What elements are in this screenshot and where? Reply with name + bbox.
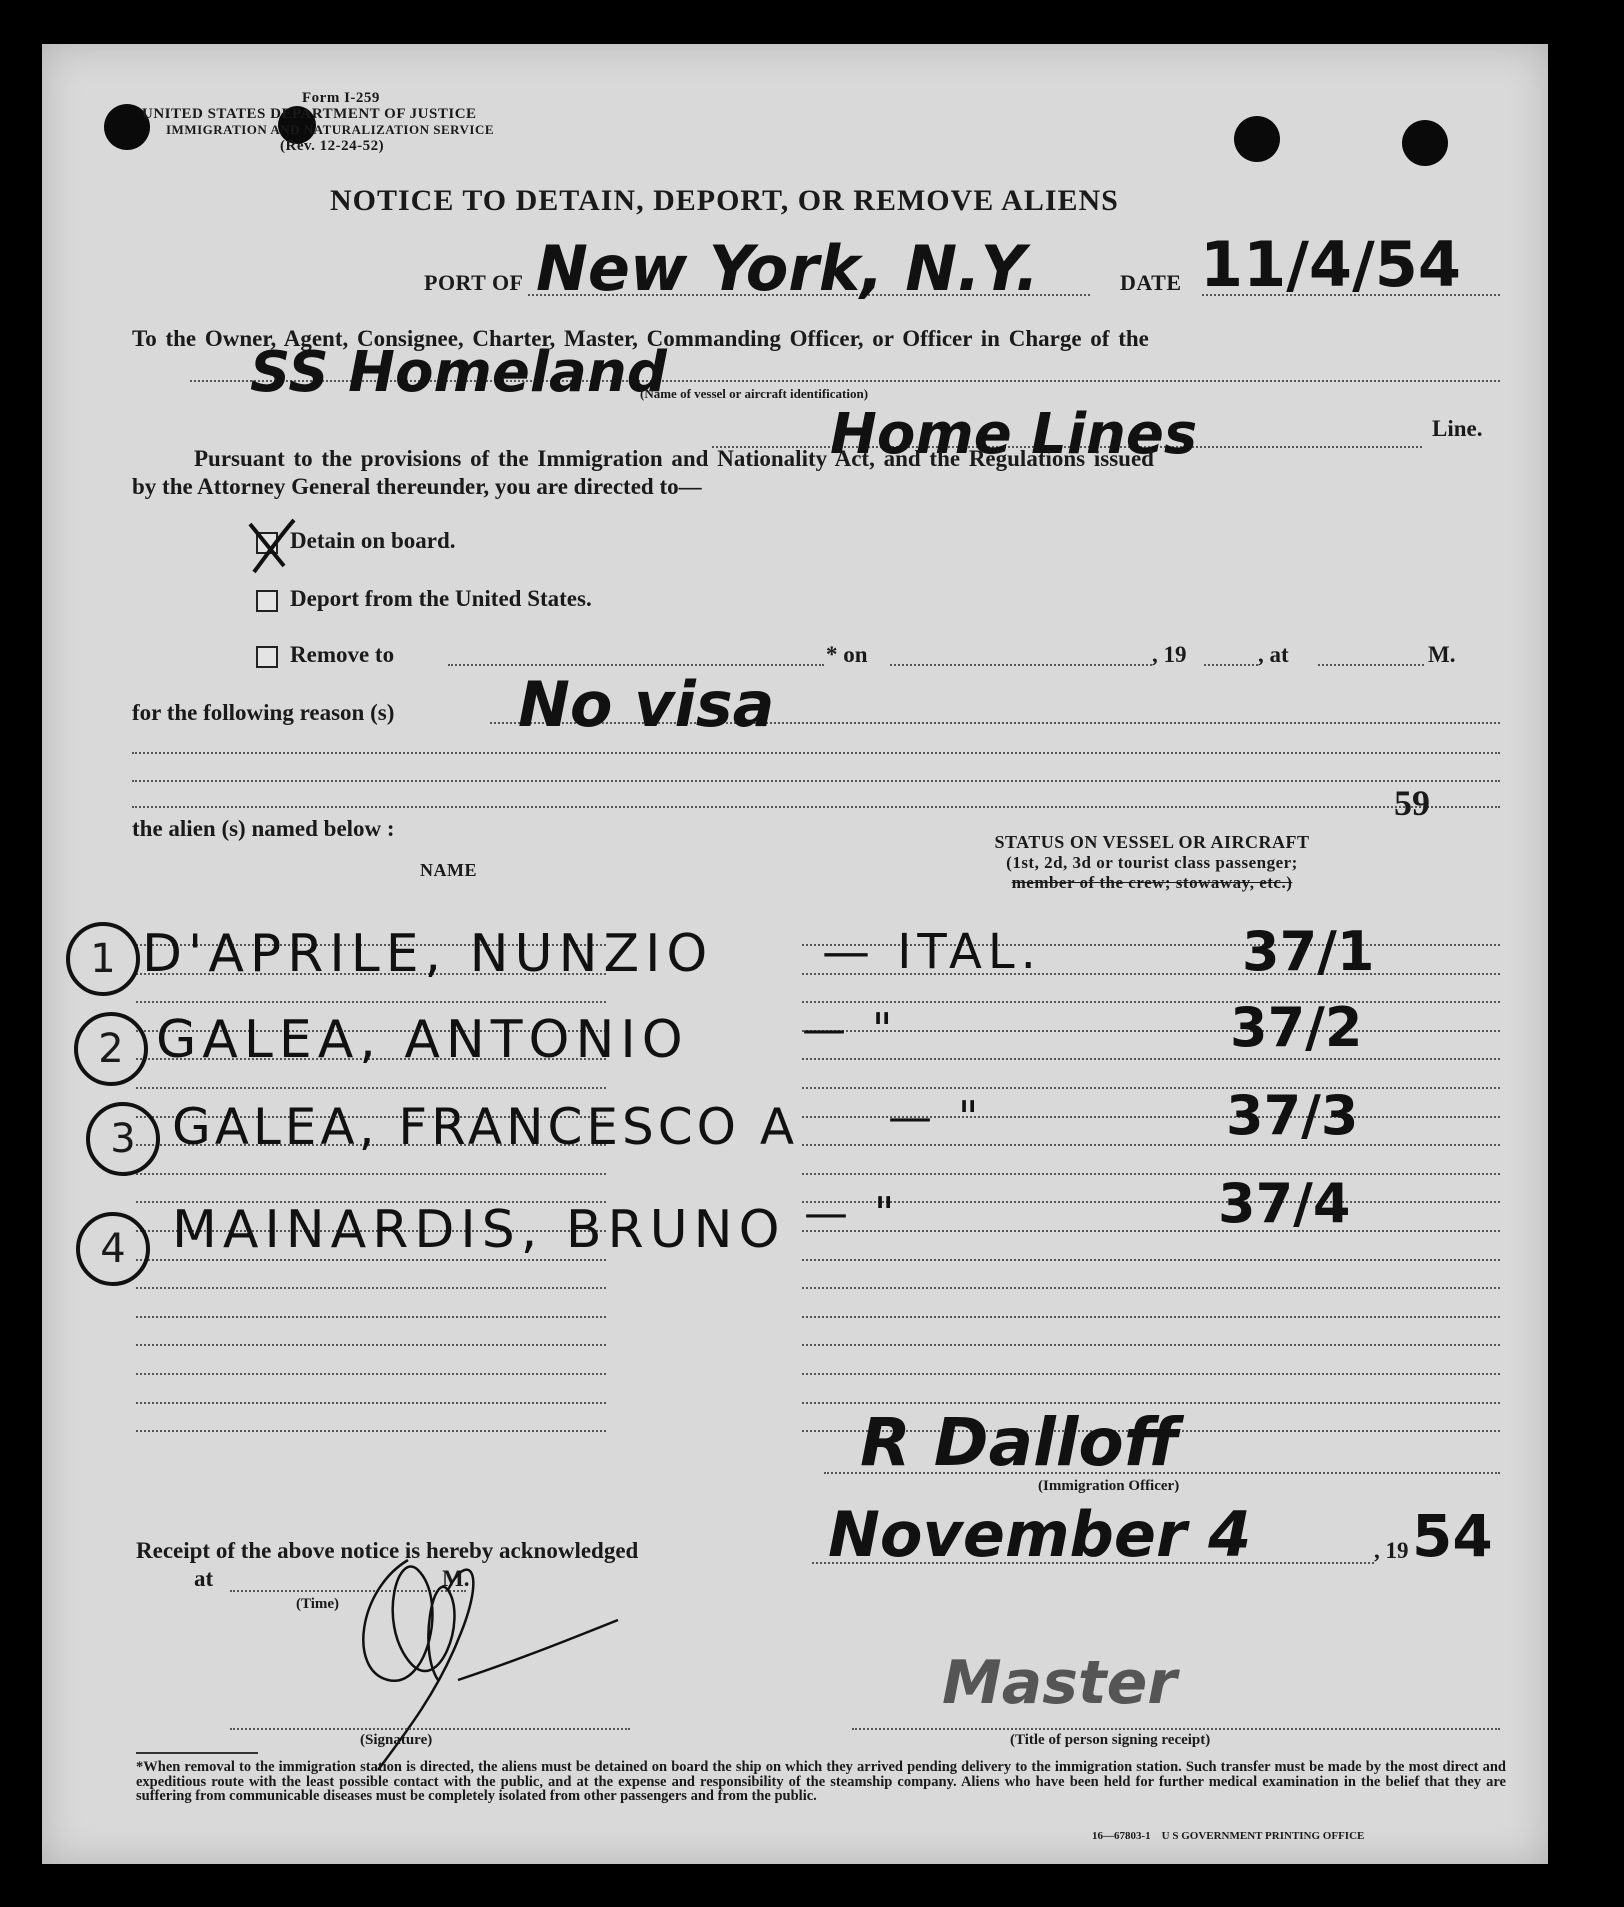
- detain-label: Detain on board.: [290, 528, 456, 553]
- alien-name-2: GALEA, ANTONIO: [156, 1010, 689, 1070]
- officer-signature: R Dalloff: [860, 1404, 1179, 1481]
- reason-line-3: [132, 780, 1500, 782]
- status-rule: [802, 1259, 1500, 1261]
- reason-line-4: [132, 806, 1500, 808]
- name-rule: [136, 1344, 606, 1346]
- receipt-text: Receipt of the above notice is hereby acknowledged: [136, 1538, 639, 1563]
- remove-m-label: M.: [1428, 642, 1456, 667]
- alien-status-4: — ": [804, 1188, 901, 1239]
- status-rule: [802, 1173, 1500, 1175]
- alien-ref-1: 37/1: [1242, 920, 1375, 983]
- remove-on-line: [890, 664, 1152, 666]
- remove-year-label: , 19: [1152, 642, 1187, 667]
- receipt-signature-line: [230, 1728, 630, 1730]
- remove-label: Remove to: [290, 642, 395, 667]
- status-header-line-3: member of the crew; stowaway, etc.): [1011, 873, 1293, 892]
- remove-to-line: [448, 664, 824, 666]
- reason-line-2: [132, 752, 1500, 754]
- alien-number-2: 2: [74, 1012, 148, 1086]
- page-mark: 59: [1394, 783, 1430, 823]
- status-rule: [802, 1373, 1500, 1375]
- status-header: [922, 832, 1382, 893]
- port-label: PORT OF: [424, 270, 524, 295]
- name-rule: [136, 1001, 606, 1003]
- pursuant-text-1: Pursuant to the provisions of the Immigration and Nationality Act, and the Regulations issued: [194, 446, 1154, 471]
- alien-ref-2: 37/2: [1230, 996, 1363, 1059]
- name-rule: [136, 1373, 606, 1375]
- remove-checkbox[interactable]: [256, 646, 278, 668]
- alien-name-4: MAINARDIS, BRUNO: [172, 1200, 786, 1260]
- print-code: 16—67803-1 U S GOVERNMENT PRINTING OFFICE: [1092, 1830, 1365, 1842]
- port-value: New York, N.Y.: [536, 232, 1039, 305]
- alien-name-3: GALEA, FRANCESCO A: [172, 1098, 799, 1156]
- receipt-signature: [338, 1530, 658, 1790]
- remove-year-line: [1204, 664, 1258, 666]
- signature-caption: (Signature): [360, 1732, 433, 1748]
- remove-at-line: [1318, 664, 1424, 666]
- receipt-m-label: M.: [442, 1566, 470, 1591]
- status-rule: [802, 1058, 1500, 1060]
- alien-ref-4: 37/4: [1218, 1172, 1351, 1235]
- receipt-title-value: Master: [942, 1648, 1177, 1718]
- status-header-line-1: STATUS ON VESSEL OR AIRCRAFT: [994, 832, 1310, 852]
- name-rule: [136, 1173, 606, 1175]
- agency-line-2: IMMIGRATION AND NATURALIZATION SERVICE: [166, 122, 495, 137]
- status-rule: [802, 1001, 1500, 1003]
- pursuant-text-2: by the Attorney General thereunder, you are directed to—: [132, 474, 702, 499]
- receipt-at-label: at: [194, 1566, 214, 1591]
- receipt-date: November 4: [828, 1498, 1252, 1571]
- status-rule: [802, 1344, 1500, 1346]
- name-rule: [136, 1430, 606, 1432]
- alien-status-3: — ": [888, 1092, 985, 1143]
- officer-caption: (Immigration Officer): [1038, 1478, 1180, 1494]
- footnote: *When removal to the immigration station is directed, the aliens must be detained on board the ship on which they arrived pending delivery to the immigration station. Such transfer must be made by the most direct and expeditious route with the least possible contact with the public, and at the expense and responsibility of the steamship company. Aliens who have been held for further medical examination in the belief that they are suffering from communicable diseases must be completely isolated from other passengers and from the public.: [136, 1759, 1506, 1804]
- alien-ref-3: 37/3: [1226, 1084, 1359, 1147]
- status-rule: [802, 1287, 1500, 1289]
- agency-line-1: UNITED STATES DEPARTMENT OF JUSTICE: [142, 106, 477, 122]
- date-value: 11/4/54: [1200, 228, 1461, 301]
- status-rule: [802, 1144, 1500, 1146]
- name-rule: [136, 1087, 606, 1089]
- form-revision: (Rev. 12-24-52): [280, 138, 385, 154]
- receipt-year: 54: [1412, 1502, 1493, 1570]
- name-rule: [136, 1402, 606, 1404]
- alien-status-2: — ": [802, 1004, 899, 1055]
- status-rule: [802, 1087, 1500, 1089]
- form-number: Form I-259: [302, 90, 380, 106]
- punch-hole-right-2: [1402, 120, 1448, 166]
- alien-status-1: — ITAL.: [822, 924, 1042, 980]
- status-rule: [802, 1201, 1500, 1203]
- remove-at-label: , at: [1258, 642, 1289, 667]
- aliens-label: the alien (s) named below :: [132, 816, 395, 841]
- vessel-caption: (Name of vessel or aircraft identification): [640, 386, 869, 401]
- alien-number-3: 3: [86, 1102, 160, 1176]
- reason-value: No visa: [518, 668, 775, 741]
- status-rule: [802, 1316, 1500, 1318]
- date-label: DATE: [1120, 270, 1182, 295]
- alien-name-1: D'APRILE, NUNZIO: [142, 924, 714, 984]
- status-header-line-2: (1st, 2d, 3d or tourist class passenger;: [1006, 853, 1298, 872]
- footnote-rule: [136, 1752, 258, 1754]
- status-rule: [802, 1030, 1500, 1032]
- addressee-line: To the Owner, Agent, Consignee, Charter, Master, Commanding Officer, or Officer in Charge of the: [132, 326, 1149, 351]
- receipt-year-prefix: , 19: [1374, 1538, 1409, 1563]
- status-rule: [802, 1230, 1500, 1232]
- receipt-title-line: [852, 1728, 1500, 1730]
- line-label: Line.: [1432, 416, 1483, 441]
- page-title: NOTICE TO DETAIN, DEPORT, OR REMOVE ALIENS: [330, 184, 1119, 217]
- deport-checkbox[interactable]: [256, 590, 278, 612]
- deport-label: Deport from the United States.: [290, 586, 592, 611]
- alien-number-1: 1: [66, 922, 140, 996]
- line-value: Home Lines: [830, 402, 1198, 467]
- vessel-value: SS Homeland: [250, 340, 667, 405]
- remove-on-label: * on: [826, 642, 868, 667]
- name-header: NAME: [420, 860, 477, 880]
- name-rule: [136, 1316, 606, 1318]
- name-rule: [136, 1287, 606, 1289]
- alien-number-4: 4: [76, 1212, 150, 1286]
- form-sheet: [42, 44, 1548, 1864]
- title-caption: (Title of person signing receipt): [1010, 1732, 1211, 1748]
- time-caption: (Time): [296, 1596, 340, 1612]
- reason-label: for the following reason (s): [132, 700, 395, 725]
- punch-hole-right-1: [1234, 116, 1280, 162]
